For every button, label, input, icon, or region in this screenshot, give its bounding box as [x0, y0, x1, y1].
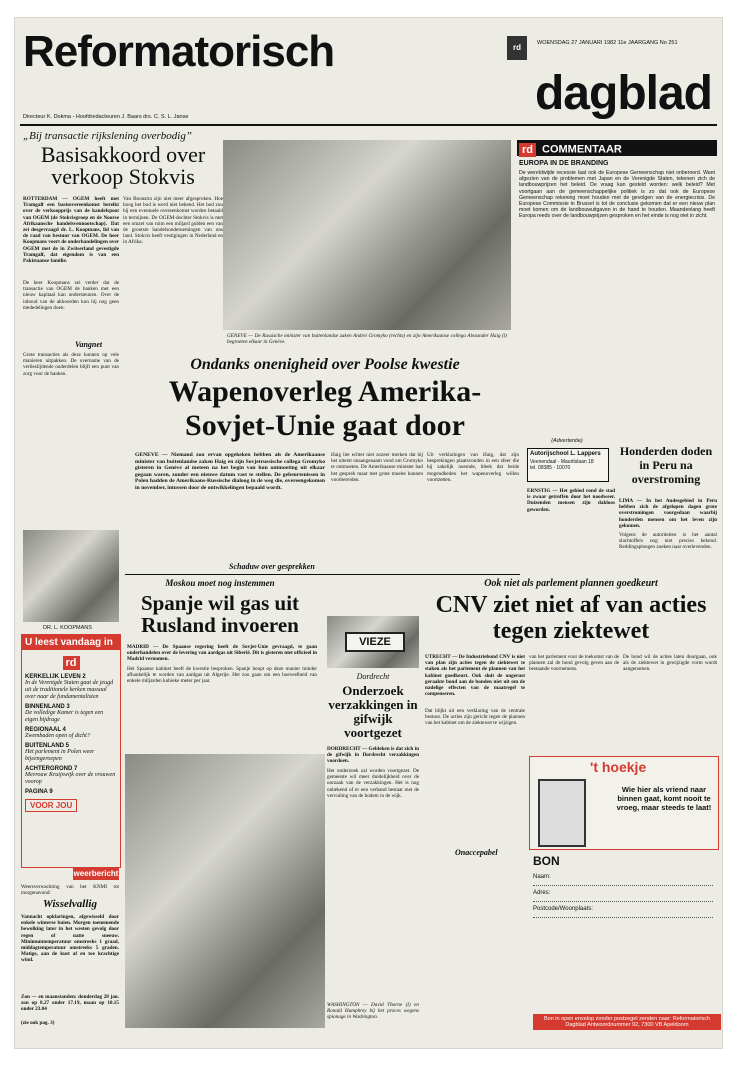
uit-vandaag-section: REGIONAAL 4 — [25, 727, 66, 733]
spanje-lead: MADRID — De Spaanse regering heeft de Sovjet-Unie gevraagd, te gaan onderhandelen over de levering van aardgas uit Siberië. Dit is gisteren niet officieel in Madrid vernomen. — [127, 644, 317, 663]
cnv-headline: CNV ziet niet af van acties tegen ziektewet — [435, 592, 707, 644]
stokvis-col2: Van Boonstra zijn niet meer afgesproken. Hoe hoog het bod is werd niet bekend. Het bod zou bij een eventuele overeenkomst worden betaald in termijnen. De OGEM-dochter Stokvis is met een omzet van ruim een miljard gulden een van de grootste handelsondernemingen van ons land. Stokvis heeft vestigingen in Nederland en in Afrika. — [123, 196, 223, 246]
koopmans-photo — [23, 530, 119, 622]
ad-phone: tel. 08385 - 10070 — [530, 465, 571, 471]
uit-vandaag-title: U leest vandaag in — [22, 635, 120, 650]
uit-vandaag-text: VOOR JOU — [25, 799, 77, 812]
bon-field-row[interactable]: Postcode/Woonplaats: — [533, 906, 713, 918]
staff-line: Directeur K. Dokma - Hoofdredacteuren J. Baars drs. C. S. L. Janse — [23, 114, 189, 120]
uit-vandaag-items — [22, 674, 120, 813]
uit-vandaag-text: Zwembaden open of dicht? — [25, 733, 90, 739]
ad-name: Autorijschool L. Lappers — [530, 451, 601, 457]
newspaper-page — [15, 18, 722, 1048]
uit-vandaag-section: BUITENLAND 5 — [25, 743, 70, 749]
commentaar-logo: rd — [519, 143, 536, 157]
uit-vandaag-section: ACHTERGROND 7 — [25, 766, 78, 772]
uit-vandaag-text: Mevrouw Kruijswijk over de vrouwen voorop — [25, 772, 116, 785]
weather-more: (zie ook pag. 3) — [21, 1020, 55, 1026]
bon-title: BON — [533, 854, 560, 868]
main-subhead: Schaduw over gesprekken — [229, 562, 315, 571]
commentaar-text: De wereldwijde recessie laat ook de Europese Gemeenschap niet onberoerd. Want afgezien van de problemen met Japan en de Verenigde Staten, tekenen zich de landbouwprijzen het beleid. De vraag kan gesteld worden: welk beleid? Met voortgaan aan de gemeenschappelijke politiek is zo dat ook de Europese Gemeenschap rekening moet houden met de gevolgen van de energiecrisis. De Europese Commissie in Brussel is tot de conclusie gekomen dat er een nieuw plan moet komen om de landbouwuitgaven in de hand te houden. Maandenlang heeft Europa reeds over de landbouwprijzen gesproken en het einde is nog niet in zicht. — [519, 170, 715, 220]
stokvis-lead: ROTTERDAM — OGEM heeft met Tramgalf een basisovereenkomst bereikt over de verkoopprijs van de kandelspoot van OGEM (de Stokvisgroep en de Noorse Afrikaansche handelsvennootschap). Dat zei desgevraagd dr. L. Koopmans, lid van de raad van bestuur van OGEM. De heer Koopmans voert de onderhandelingen over OGEM met de in Zwitserland gevestigde Tramgalf, dat eigendom is van een Pakistaanse familie. — [23, 196, 119, 265]
cnv-kicker: Ook niet als parlement plannen goedkeurt — [484, 578, 658, 589]
masthead-word-2: dagblad — [534, 67, 712, 120]
bon-fields — [533, 870, 713, 918]
uit-vandaag-section: PAGINA 9 — [25, 789, 53, 795]
uit-vandaag-text: In de Verenigde Staten gaat de jeugd uit de traditionele kerken massaal over naar de fundamentalisten — [25, 680, 114, 700]
commentaar-label: COMMENTAAR — [542, 143, 622, 156]
vieze-kicker: Dordrecht — [356, 672, 390, 681]
weather-sun: Zon — en maanstanden: donderdag 28 jan. zon op 8.27 onder 17.19, maan op 10.15 onder 23.04 — [21, 994, 119, 1013]
weather-text: Vannacht opklaringen, afgewisseld door enkele winterse buien. Morgen toenemende bewolking later in het westen gevolg door regen of natte sneeuw. Minimumtemperatuur omstreeks 1 graad, middagtemperatuur omstreeks 5 graden. Matige, aan de kust af en toe krachtige wind. — [21, 914, 119, 964]
weather-intro: Weersverwachting van het KNMI tot morgenavond: — [21, 884, 119, 897]
spanje-headline: Spanje wil gas uit Rusland invoeren — [140, 591, 300, 637]
vieze-headline: Onderzoek verzakkingen in gifwijk voortgezet — [328, 683, 418, 740]
koopmans-caption: DR. L. KOOPMANS — [43, 625, 92, 631]
dateline: WOENSDAG 27 JANUARI 1982 11e JAARGANG No 251 — [537, 40, 678, 46]
cnv-body-1: Dat blijkt uit een verklaring van de centrale bestuur. De acties zijn gericht tegen de plannen van het kabinet om de ziektewet te wijzigen. — [425, 708, 525, 727]
geneva-caption: GENEVE — De Russische minister van buitenlandse zaken Andrei Gromyko (rechts) en zijn Amerikaanse collega Alexander Haig (l) begroeten elkaar in Genève. — [227, 333, 507, 346]
main-lead: GENEVE — Niemand zou ervan opgekeken hebben als de Amerikaanse minister van buitenlandse zaken Haig en zijn Sovjetrussische collega Gromyko gisteren in Genève al meteen na het begin van hun ontmoeting uit elkaar gegaan waren, zonder een nieuwe datum vast te stellen. De gebeurtenissen in Polen hadden de Amerikaans-Russische dialoog in de weg die, overeengekomen in november, intussen door de ontwikkelingen bepaald wordt. — [135, 452, 325, 491]
vieze-body: Het onderzoek zal worden voortgezet. De gemeente wil meer duidelijkheid over de oorzaak van de verzakkingen. Het is nog onbekend of er een verband bestaat met de vervuiling van de bodem in de wijk. — [327, 768, 419, 799]
section-rule-1 — [125, 574, 520, 575]
uit-vandaag-text: De volledige Kamer is tegen een eigen bijdrage — [25, 710, 104, 723]
main-headline-line-2: Sovjet-Unie gaat door — [185, 409, 465, 442]
bon-field-row[interactable]: Naam: — [533, 874, 713, 886]
uit-vandaag-box — [21, 634, 121, 868]
commentaar-header — [517, 140, 717, 156]
ad-box — [527, 448, 609, 482]
washington-photo — [125, 754, 325, 1028]
washington-caption: WASHINGTON — David Thorne (l) en Ronald Humphrey bij het proces wegens spionage in Washington. — [327, 1002, 419, 1021]
uit-vandaag-section: BINNENLAND 3 — [25, 704, 70, 710]
stokvis-headline: Basisakkoord over verkoop Stokvis — [40, 142, 206, 189]
cnv-body-3: De bond wil de acties laten doorgaan, ook als de ziektewet in gewijzigde vorm wordt aangenomen. — [623, 654, 717, 673]
stokvis-body-2: Grote transacties als deze kunnen op vele manieren uitpakken. De overname van de verlieslijdende onderdelen blijft een punt van zorg voor de banken. — [23, 352, 119, 377]
uit-vandaag-text: Het parlement in Polen weer bijeengeroepen — [25, 749, 95, 762]
vieze-lead: DORDRECHT — Gebleken is dat zich in de gifwijk in Dordrecht verzakkingen voordoen. — [327, 746, 419, 765]
masthead-word-1: Reformatorisch — [23, 27, 335, 76]
ad-label: (Advertentie) — [551, 438, 583, 444]
bon-field-row[interactable]: Adres: — [533, 890, 713, 902]
weather-label: weerbericht — [73, 869, 119, 878]
main-body-col3: Uit verklaringen van Haig, dat zijn besprekingen plaatsvonden in een sfeer die hij zakelijk noemde, bleek dat beide mogendheden het wapenoverleg willen voortzetten. — [427, 452, 519, 483]
vieze-sign: VIEZE — [345, 632, 405, 652]
main-headline-line-1: Wapenoverleg Amerika- — [168, 375, 482, 408]
hoekje-title: 't hoekje — [590, 759, 647, 775]
ad-side-text: ERNSTIG — Het gebied rond de stad is zwaar getroffen door het noodweer. Duizenden mensen zijn dakloos geworden. — [527, 488, 615, 513]
peru-lead: LIMA — In het Andesgebied in Peru hebben zich de afgelopen dagen grote overstromingen voorgedaan waarbij honderden mensen om het leven zijn gekomen. — [619, 498, 717, 529]
cnv-body-2: van het parlement voor de toekomst van de plannen zal de bond gevolg geven aan de bestaande voornemens. — [529, 654, 619, 673]
peru-headline: Honderden doden in Peru na overstroming — [619, 444, 713, 486]
stokvis-body: De heer Koopmans zei verder dat de transactie van OGEM de banken met een nieuw kapitaal kan ondersteunen. Over de inhoud van de akkoorden kon hij nog geen mededelingen doen. — [23, 280, 119, 311]
uit-vandaag-logo: rd — [63, 656, 80, 670]
spanje-kicker: Moskou moet nog instemmen — [165, 578, 275, 588]
bon-footer: Bon in open envelop zonder postzegel zenden naar: Reformatorisch Dagblad Antwoordnummer 92, 7300 VB Apeldoorn — [533, 1014, 721, 1030]
main-kicker: Ondanks onenigheid over Poolse kwestie — [190, 356, 460, 373]
door-icon — [538, 779, 586, 847]
cnv-subhead: Onaccepabel — [455, 848, 498, 857]
uit-vandaag-section: KERKELIJK LEVEN 2 — [25, 674, 86, 680]
commentaar-title: EUROPA IN DE BRANDING — [519, 160, 609, 167]
weather-title: Wisselvallig — [43, 898, 97, 910]
hoekje-text: Wie hier als vriend naar binnen gaat, komt nooit te vroeg, maar steeds te laat! — [616, 785, 712, 812]
spanje-body: Het Spaanse kabinet heeft de kwestie besproken. Spanje hoopt op deze manier minder afhankelijk te worden van aardgas uit Algerije. Het zou gaan om een hoeveelheid van enkele miljarden kubieke meter per jaar. — [127, 666, 317, 685]
peru-body: Volgens de autoriteiten is het aantal slachtoffers nog niet precies bekend. Reddingsploegen zoeken naar overlevenden. — [619, 532, 717, 551]
stokvis-subhead: Vangnet — [75, 340, 103, 349]
main-body-col2: Haig liet echter niet zozeer merken dat hij het uiterst onaangenaam vond om Gromyko te ontmoeten. De Amerikaanse minister had het gesprek maar met grote moeite kunnen voorbereiden. — [331, 452, 423, 483]
ad-address: Veenendaal - Mauritslaan 18 — [530, 459, 594, 465]
masthead-rule — [20, 124, 717, 126]
cnv-lead: UTRECHT — De Industriebond CNV is niet van plan zijn acties tegen de ziektewet te staken als het parlement de plannen van het kabinet goedkeurt. Ook sluit de ongerust geraakte bond aan de bonden niet uit om de nadelige effecten van de maatregel te compenseren. — [425, 654, 525, 698]
masthead-logo: rd — [507, 36, 527, 60]
geneva-photo — [223, 140, 511, 330]
stokvis-kicker: „Bij transactie rijkslening overbodig” — [23, 130, 192, 142]
hoekje-box — [529, 756, 719, 850]
